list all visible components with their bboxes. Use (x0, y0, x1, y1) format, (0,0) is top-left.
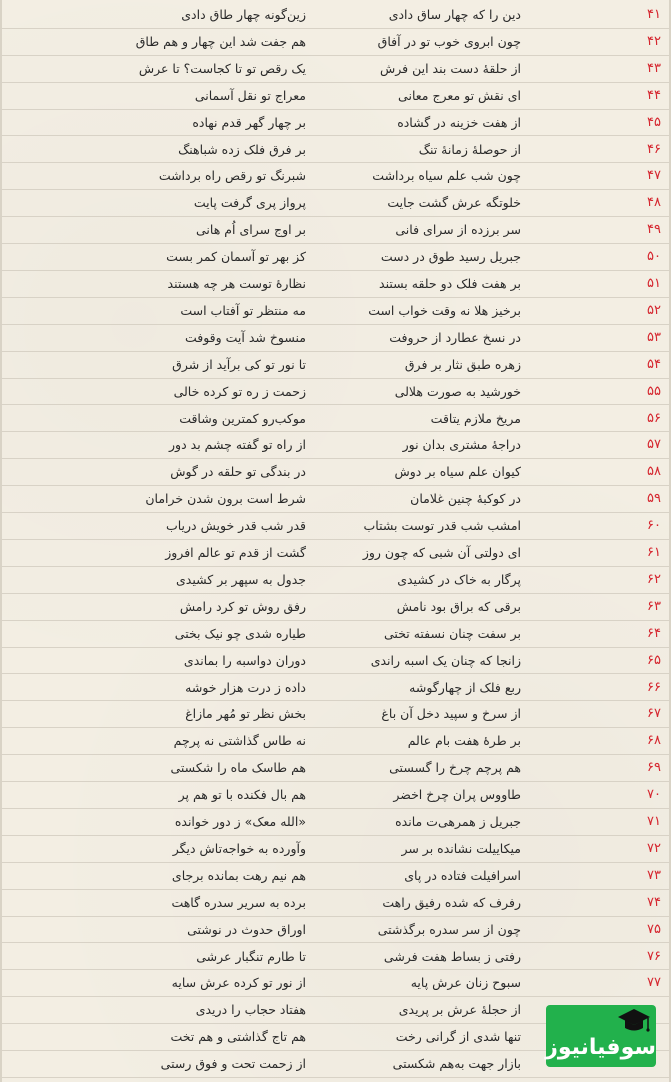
verse-number: ۶۰ (647, 518, 661, 534)
verse-row (0, 675, 671, 702)
first-hemistich: بر سفت چنان نسفته تختی (384, 625, 521, 641)
verse-row (0, 379, 671, 406)
verse-row (0, 540, 671, 567)
verse-number: ۷۷ (647, 975, 661, 991)
first-hemistich: در نسخ عطارد از حروفت (389, 329, 521, 345)
verse-number: ۶۷ (647, 706, 661, 722)
second-hemistich: گشت از قدم تو عالم افروز (165, 545, 306, 560)
verse-number: ۵۱ (647, 276, 661, 291)
verse-number: ۵۴ (647, 356, 661, 372)
verse-row (0, 83, 671, 110)
verse-row (0, 217, 671, 244)
first-hemistich: بر طرهٔ هفت بام عالم (407, 733, 521, 749)
verse-row (0, 2, 671, 29)
second-hemistich: قدر شب قدر خویش دریاب (165, 518, 306, 534)
second-hemistich: از راه تو گفته چشم بد دور (169, 437, 306, 453)
second-hemistich: زحمت ز ره تو کرده خالی (173, 383, 306, 399)
first-hemistich: سبوح زنان عرش پایه (410, 975, 521, 991)
first-hemistich: امشب شب قدر توست بشتاب (363, 518, 521, 534)
verse-number: ۴۷ (647, 168, 661, 184)
second-hemistich: هفتاد حجاب را دریدی (195, 1002, 306, 1018)
second-hemistich: جدول به سپهر بر کشیدی (176, 571, 306, 587)
verse-row (0, 513, 671, 540)
second-hemistich: کز بهر تو آسمان کمر بست (166, 249, 306, 265)
second-hemistich: هم نیم رهت بمانده برجای (171, 867, 306, 883)
verse-number: ۵۲ (647, 302, 661, 318)
first-hemistich: کیوان علم سیاه بر دوش (394, 464, 521, 480)
first-hemistich: هم پرچم چرخ را گسستی (389, 760, 521, 776)
verse-number: ۷۵ (647, 921, 661, 937)
second-hemistich: مه منتظر تو آفتاب است (180, 302, 306, 318)
logo-text: سوفیانیوز (545, 1035, 656, 1060)
verse-number: ۵۳ (647, 329, 661, 345)
verse-row (0, 970, 671, 997)
verse-number: ۶۹ (647, 760, 661, 776)
second-hemistich: زین‌گونه چهار طاق دادی (181, 7, 306, 22)
first-hemistich: رفتی ز بساط هفت فرشی (383, 948, 521, 964)
verse-number: ۷۶ (647, 948, 661, 964)
second-hemistich: در بندگی تو حلقه در گوش (170, 464, 306, 480)
verse-number: ۷۰ (647, 787, 661, 803)
verse-number: ۵۷ (647, 437, 661, 453)
second-hemistich: هم تاج گذاشتی و هم تخت (170, 1029, 306, 1045)
verse-row (0, 701, 671, 728)
verse-number: ۴۸ (647, 195, 661, 211)
second-hemistich: تا طارم تنگبار عرشی (196, 948, 306, 964)
first-hemistich: چون شب علم سیاه برداشت (372, 168, 521, 184)
first-hemistich: از حلقهٔ دست بند این فرش (380, 60, 521, 76)
graduation-cap-icon (616, 1007, 652, 1037)
verse-row (0, 863, 671, 890)
first-hemistich: اسرافیلت فتاده در پای (404, 867, 521, 883)
verse-number: ۵۵ (647, 383, 661, 399)
verse-row (0, 459, 671, 486)
first-hemistich: زانجا که چنان یک اسبه راندی (370, 652, 521, 668)
verse-number: ۷۴ (647, 894, 661, 910)
verse-row (0, 271, 671, 298)
verse-number: ۶۸ (647, 733, 661, 749)
verse-row (0, 298, 671, 325)
verse-row (0, 648, 671, 675)
verse-number: ۴۶ (647, 141, 661, 157)
second-hemistich: بر چهار گهر قدم نهاده (192, 114, 306, 130)
verse-number: ۶۲ (647, 571, 661, 587)
verse-number: ۵۹ (647, 491, 661, 507)
second-hemistich: منسوخ شد آیت وقوفت (184, 329, 306, 345)
second-hemistich: بخش نظر تو مُهر مازاغ (185, 706, 306, 722)
second-hemistich: یک رقص تو تا کجاست؟ تا عرش (138, 60, 306, 76)
first-hemistich: سر برزده از سرای فانی (395, 222, 521, 238)
verse-number: ۵۰ (647, 249, 661, 265)
first-hemistich: خلوتگه عرش گشت جایت (387, 195, 521, 211)
first-hemistich: بر هفت فلک دو حلقه بستند (379, 276, 521, 291)
verse-row (0, 890, 671, 917)
second-hemistich: هم طاسک ماه را شکستی (170, 760, 306, 776)
second-hemistich: نظارهٔ توست هر چه هستند (167, 276, 306, 291)
second-hemistich: بر فرق فلک زده شباهنگ (178, 141, 306, 157)
first-hemistich: ربع فلک از چهارگوشه (409, 679, 521, 695)
verse-row (0, 432, 671, 459)
second-hemistich: وآورده به خواجه‌تاش دیگر (172, 840, 306, 856)
first-hemistich: از هفت خزینه در گشاده (397, 114, 521, 130)
verse-number: ۵۸ (647, 464, 661, 480)
first-hemistich: در کوکبهٔ چنین غلامان (410, 491, 521, 507)
second-hemistich: داده ز درت هزار خوشه (185, 679, 306, 695)
site-logo[interactable] (546, 1005, 656, 1067)
second-hemistich: بر اوج سرای اُم هانی (196, 222, 306, 238)
first-hemistich: از سرخ و سپید دخل آن باغ (381, 706, 521, 722)
first-hemistich: مریخ ملازم یتاقت (430, 410, 521, 426)
verse-number: ۷۱ (647, 814, 661, 829)
verse-row (0, 137, 671, 164)
verse-number: ۶۶ (647, 679, 661, 695)
verse-row (0, 782, 671, 809)
verse-row (0, 406, 671, 433)
verse-number: ۴۱ (647, 7, 661, 22)
first-hemistich: طاووس پران چرخ اخضر (393, 787, 521, 803)
first-hemistich: چون ابروی خوب تو در آفاق (377, 33, 521, 49)
verse-row (0, 621, 671, 648)
verse-row (0, 110, 671, 137)
second-hemistich: شرط است برون شدن خرامان (145, 491, 306, 507)
second-hemistich: دوران دواسبه را بماندی (183, 652, 306, 668)
second-hemistich: پرواز پری گرفت پایت (193, 195, 306, 211)
second-hemistich: تا نور تو کی برآید از شرق (172, 356, 306, 372)
verse-number: ۶۵ (647, 652, 661, 668)
first-hemistich: پرگار به خاک در کشیدی (397, 571, 521, 587)
verse-number: ۶۳ (647, 598, 661, 614)
verse-row (0, 244, 671, 271)
first-hemistich: برخیز هلا نه وقت خواب است (368, 302, 521, 318)
verse-row (0, 944, 671, 971)
verse-number: ۴۴ (647, 87, 661, 103)
verse-number: ۵۶ (647, 410, 661, 426)
verse-row (0, 56, 671, 83)
first-hemistich: بازار جهت به‌هم شکستی (392, 1056, 521, 1072)
verse-row (0, 325, 671, 352)
second-hemistich: رفق روش تو کرد رامش (179, 598, 306, 614)
first-hemistich: رفرف که شده رفیق راهت (382, 894, 521, 910)
verse-row (0, 755, 671, 782)
second-hemistich: هم بال فکنده با تو هم پر (178, 787, 306, 803)
first-hemistich: جبریل ز همرهی‌ت مانده (395, 814, 521, 829)
first-hemistich: جبریل رسید طوق در دست (380, 249, 521, 265)
first-hemistich: از حوصلهٔ زمانهٔ تنگ (418, 141, 521, 157)
second-hemistich: از نور تو کرده عرش سایه (171, 975, 306, 991)
verse-number: ۷۲ (647, 840, 661, 856)
verse-row (0, 836, 671, 863)
verse-row (0, 352, 671, 379)
verse-row (0, 29, 671, 56)
second-hemistich: اوراق حدوث در نوشتی (187, 921, 306, 937)
second-hemistich: «الله معک» ز دور خوانده (174, 814, 306, 829)
first-hemistich: ای دولتی آن شبی که چون روز (362, 545, 521, 560)
first-hemistich: زهره طبق نثار بر فرق (404, 356, 521, 372)
first-hemistich: برقی که براق بود نامش (396, 598, 521, 614)
verse-row (0, 567, 671, 594)
first-hemistich: دین را که چهار ساق دادی (388, 7, 521, 22)
verse-row (0, 917, 671, 944)
verse-row (0, 190, 671, 217)
first-hemistich: خورشید به صورت هلالی (394, 383, 521, 399)
verse-number: ۴۳ (647, 60, 661, 76)
second-hemistich: شبرنگ تو رقص راه برداشت (158, 168, 306, 184)
verse-row (0, 809, 671, 836)
verse-row (0, 594, 671, 621)
verse-number: ۶۴ (647, 625, 661, 641)
verse-row (0, 486, 671, 513)
second-hemistich: معراج تو نقل آسمانی (194, 87, 306, 103)
second-hemistich: نه طاس گذاشتی نه پرچم (173, 733, 306, 749)
first-hemistich: میکاییلت نشانده بر سر (401, 840, 521, 856)
verse-number: ۷۳ (647, 867, 661, 883)
first-hemistich: چون از سر سدره برگذشتی (377, 921, 521, 937)
verse-number: ۴۹ (647, 222, 661, 238)
first-hemistich: ای نقش تو معرج معانی (398, 87, 521, 103)
first-hemistich: تنها شدی از گرانی رخت (395, 1029, 521, 1045)
second-hemistich: طیاره شدی چو نیک بختی (174, 625, 306, 641)
first-hemistich: از حجلهٔ عرش بر پریدی (398, 1002, 521, 1018)
verse-row (0, 728, 671, 755)
second-hemistich: موکب‌رو کمترین وشاقت (179, 410, 306, 426)
second-hemistich: هم جفت شد این چهار و هم طاق (135, 33, 306, 49)
second-hemistich: برده به سریر سدره گاهت (171, 894, 306, 910)
verse-row (0, 163, 671, 190)
verse-number: ۴۵ (647, 114, 661, 130)
first-hemistich: دراجهٔ مشتری بدان نور (402, 437, 521, 453)
verse-number: ۴۲ (647, 33, 661, 49)
second-hemistich: از زحمت تحت و فوق رستی (160, 1056, 306, 1072)
verse-number: ۶۱ (647, 545, 661, 560)
